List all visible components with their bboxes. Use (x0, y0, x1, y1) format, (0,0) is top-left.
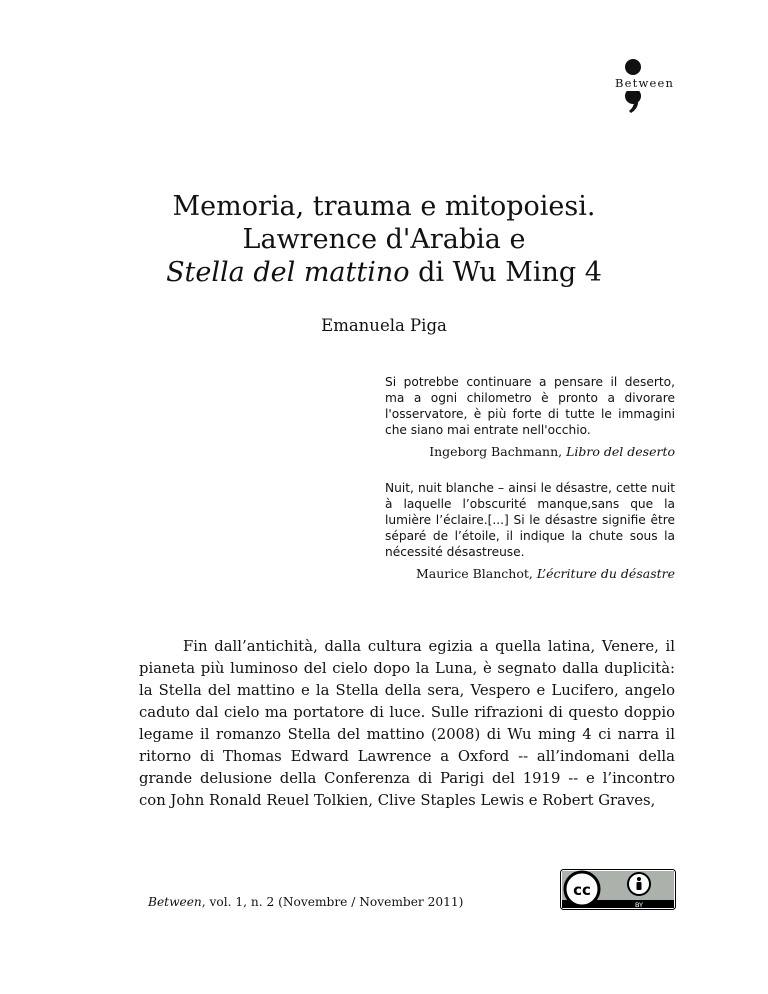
epigraph-bachmann (385, 374, 675, 460)
cc-icon (565, 872, 599, 906)
epigraph-work: Libro del deserto (566, 444, 675, 459)
title-line-3 (0, 256, 768, 289)
by-person-icon (628, 873, 650, 895)
svg-text:cc: cc (573, 881, 591, 899)
logo-text: Between (615, 76, 674, 90)
license-label: BY (634, 901, 644, 909)
title-line-2: Lawrence d'Arabia e (242, 224, 526, 255)
epigraph-quote: Nuit, nuit blanche – ainsi le désastre, cette nuit à laquelle l’obscurité manque,sans que la lumière l’éclaire.[...] Si le désastre signifie être séparé de l’étoile, il indique la chute sous la nécessité désastreuse. (385, 481, 675, 559)
epigraph-attribution (385, 444, 675, 460)
title-line-3-rest: di Wu Ming 4 (409, 257, 602, 288)
author-name: Emanuela Piga (321, 316, 447, 335)
epigraph-blanchot (385, 480, 675, 582)
epigraph-attribution (385, 566, 675, 582)
epigraph-quote: Si potrebbe continuare a pensare il deserto, ma a ogni chilometro è pronto a divorare l'osservatore, è più forte di tutte le immagini che siano mai entrate nell'occhio. (385, 375, 675, 437)
journal-issue: , vol. 1, n. 2 (Novembre / November 2011) (201, 895, 464, 909)
journal-logo (612, 52, 674, 114)
epigraph-work: L’écriture du désastre (536, 566, 675, 581)
cc-by-license-badge[interactable] (560, 869, 676, 910)
title-line-1: Memoria, trauma e mitopoiesi. (172, 191, 596, 222)
epigraph-author: Maurice Blanchot, (415, 566, 537, 581)
body-paragraph: Fin dall’antichità, dalla cultura egizia a quella latina, Venere, il pianeta più luminoso del cielo dopo la Luna, è segnato dalla duplicità: la Stella del mattino e la Stella della sera, Vespero e Lucifero, angelo caduto dal cielo ma portatore di luce. Sulle rifrazioni di questo doppio legame il romanzo Stella del mattino (2008) di Wu ming 4 ci narra il ritorno di Thomas Edward Lawrence a Oxford -- all’indomani della grande delusione della Conferenza di Parigi del 1919 -- e l’incontro con John Ronald Reuel Tolkien, Clive Staples Lewis e Robert Graves, (139, 638, 675, 809)
article-title (0, 190, 768, 289)
journal-name: Between (148, 895, 202, 909)
title-italic-work: Stella del mattino (166, 257, 410, 288)
semicolon-logo-icon (612, 52, 674, 114)
epigraph-author: Ingeborg Bachmann, (429, 444, 567, 459)
journal-citation (148, 895, 463, 909)
